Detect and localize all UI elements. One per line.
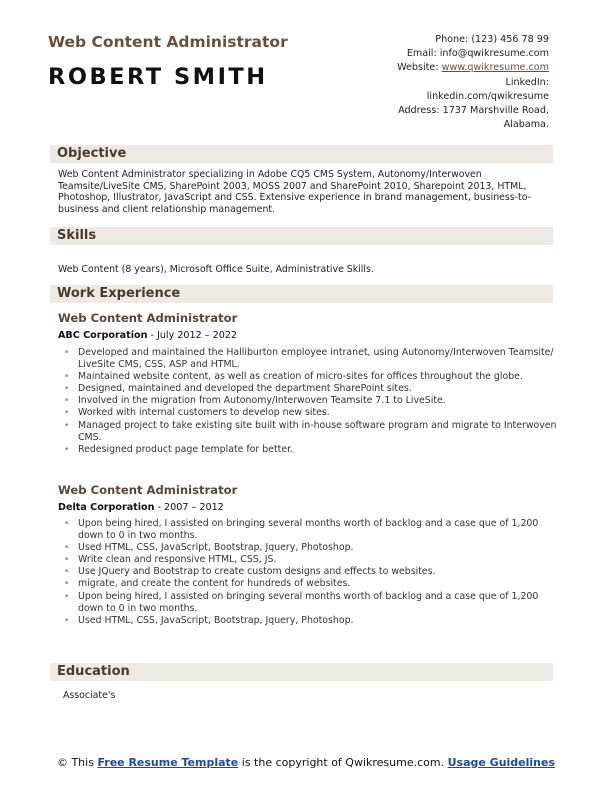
list-item: • Designed, maintained and developed the department SharePoint sites. (63, 383, 558, 395)
contact-linkedin: linkedin.com/qwikresume (426, 90, 549, 102)
job-1-company: ABC Corporation (58, 330, 148, 341)
contact-website: Website: www.qwikresume.com (397, 62, 549, 74)
usage-guidelines-link[interactable]: Usage Guidelines (447, 756, 556, 769)
contact-address: Address: 1737 Marshville Road, (398, 105, 549, 117)
list-item: • Use JQuery and Bootstrap to create custom designs and effects to websites. (63, 566, 558, 578)
contact-phone: Phone: (123) 456 78 99 (435, 34, 549, 45)
list-item: • Upon being hired, I assisted on bringing several months worth of backlog and a case que of 1,200 down to 0 in two months. (63, 518, 558, 542)
list-item: • Upon being hired, I assisted on bringing several months worth of backlog and a case que of 1,200 down to 0 in two months. (63, 591, 558, 615)
contact-linkedin-label: LinkedIn: (505, 76, 549, 88)
job-1-dates: - July 2012 – 2022 (147, 330, 238, 341)
list-item: • Developed and maintained the Halliburton employee intranet, using Autonomy/Interwoven Teamsite/ LiveSite CMS, CSS, ASP and HTML. (63, 347, 558, 371)
list-item: • Maintained website content, as well as creation of micro-sites for offices throughout the globe. (63, 371, 558, 383)
candidate-name: ROBERT SMITH (48, 64, 268, 90)
website-link[interactable]: www.qwikresume.com (441, 62, 549, 74)
education-heading: Education (57, 664, 130, 679)
list-item: • Used HTML, CSS, JavaScript, Bootstrap, Jquery, Photoshop. (63, 542, 558, 554)
copyright-footer: © This Free Resume Template is the copyright of Qwikresume.com. Usage Guidelines (56, 756, 556, 769)
contact-block (349, 33, 549, 132)
skills-heading-bar (50, 227, 553, 245)
skills-heading: Skills (57, 228, 97, 243)
job-1-bullets (63, 347, 558, 456)
job-title: Web Content Administrator (48, 33, 288, 51)
list-item: • Write clean and responsive HTML, CSS, JS. (63, 554, 558, 566)
education-heading-bar (50, 663, 553, 681)
contact-address-line2: Alabama. (503, 119, 549, 131)
objective-heading: Objective (57, 146, 127, 161)
job-2-dates: - 2007 – 2012 (154, 502, 224, 513)
job-2-company-line (58, 502, 224, 513)
list-item: • Worked with internal customers to develop new sites. (63, 407, 558, 419)
list-item: • Used HTML, CSS, JavaScript, Bootstrap, Jquery, Photoshop. (63, 615, 558, 627)
list-item: • Involved in the migration from Autonomy/Interwoven Teamsite 7.1 to LiveSite. (63, 395, 558, 407)
objective-text: Web Content Administrator specializing in Adobe CQ5 CMS System, Autonomy/Interwoven Teamsite/LiveSite CMS, SharePoint 2003, MOSS 2007 and SharePoint 2010, Sharepoint 2013, HTML, Photoshop, Illustrator, JavaScript and CSS. Extensive experience in brand management, business-to-business and client relationship management. (58, 169, 532, 215)
list-item: • Managed project to take existing site built with in-house software program and migrate to Interwoven CMS. (63, 420, 558, 444)
job-2-bullets (63, 518, 558, 627)
job-2-company: Delta Corporation (58, 502, 155, 513)
work-heading-bar (50, 285, 553, 303)
education-text: Associate's (63, 690, 116, 701)
objective-heading-bar (50, 145, 553, 163)
job-1-role: Web Content Administrator (58, 311, 238, 325)
job-2-role: Web Content Administrator (58, 483, 238, 497)
skills-text: Web Content (8 years), Microsoft Office Suite, Administrative Skills. (58, 264, 374, 275)
free-resume-template-link[interactable]: Free Resume Template (97, 756, 239, 769)
list-item: • migrate, and create the content for hundreds of websites. (63, 578, 558, 590)
job-1-company-line (58, 330, 237, 341)
list-item: • Redesigned product page template for better. (63, 444, 558, 456)
work-heading: Work Experience (57, 286, 181, 301)
contact-email: Email: info@qwikresume.com (406, 48, 549, 60)
